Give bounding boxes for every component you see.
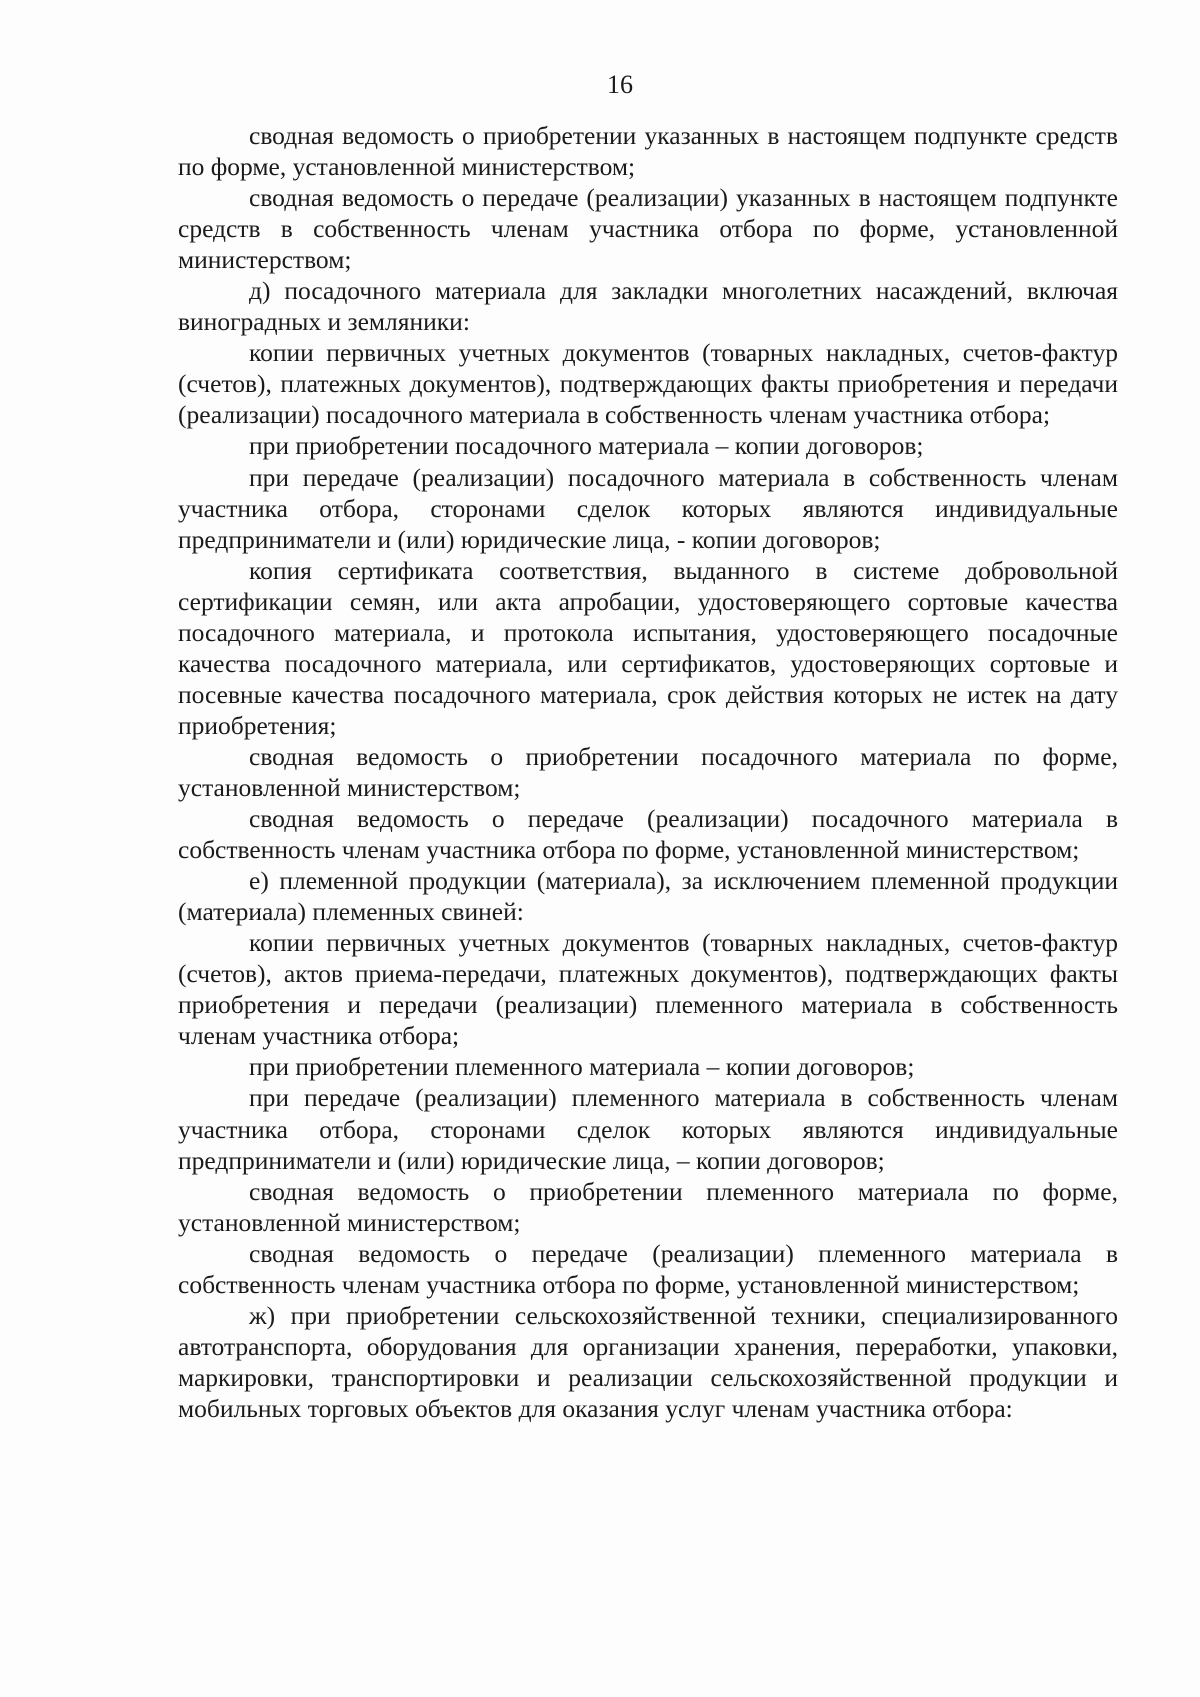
- paragraph: е) племенной продукции (материала), за исключением племенной продукции (материала) племенных свиней:: [178, 866, 1118, 927]
- paragraph: сводная ведомость о передаче (реализации) указанных в настоящем подпункте средств в собственность членам участника отбора по форме, установленной министерством;: [178, 183, 1118, 275]
- paragraph: сводная ведомость о приобретении племенного материала по форме, установленной министерством;: [178, 1176, 1118, 1237]
- paragraph: копии первичных учетных документов (товарных накладных, счетов-фактур (счетов), актов приема-передачи, платежных документов), подтверждающих факты приобретения и передачи (реализации) племенного материала в собственность членам участника отбора;: [178, 928, 1118, 1051]
- paragraph: при приобретении племенного материала – копии договоров;: [249, 1052, 915, 1082]
- paragraph: копии первичных учетных документов (товарных накладных, счетов-фактур (счетов), платежных документов), подтверждающих факты приобретения и передачи (реализации) посадочного материала в собственность членам участника отбора;: [178, 338, 1118, 430]
- paragraph: сводная ведомость о передаче (реализации) племенного материала в собственность членам участника отбора по форме, установленной министерством;: [178, 1238, 1118, 1299]
- paragraph: ж) при приобретении сельскохозяйственной техники, специализированного автотранспорта, оборудования для организации хранения, переработки, упаковки, маркировки, транспортировки и реализации сельскохозяйственной продукции и мобильных торговых объектов для оказания услуг членам участника отбора:: [178, 1300, 1118, 1423]
- paragraph: копия сертификата соответствия, выданного в системе добровольной сертификации семян, или акта апробации, удостоверяющего сортовые качества посадочного материала, и протокола испытания, удостоверяющего посадочные качества посадочного материала, или сертификатов, удостоверяющих сортовые и посевные качества посадочного материала, срок действия которых не истек на дату приобретения;: [178, 555, 1118, 740]
- paragraph: сводная ведомость о приобретении посадочного материала по форме, установленной министерством;: [178, 741, 1118, 802]
- page-number: 16: [607, 70, 633, 99]
- paragraph: при приобретении посадочного материала – копии договоров;: [249, 431, 924, 461]
- paragraph: при передаче (реализации) племенного материала в собственность членам участника отбора, сторонами сделок которых являются индивидуальные предприниматели и (или) юридические лица, – копии договоров;: [178, 1083, 1118, 1175]
- paragraph: при передаче (реализации) посадочного материала в собственность членам участника отбора, сторонами сделок которых являются индивидуальные предприниматели и (или) юридические лица, - копии договоров;: [178, 462, 1118, 554]
- document-body: [178, 120, 1118, 1424]
- paragraph: сводная ведомость о приобретении указанных в настоящем подпункте средств по форме, установленной министерством;: [178, 121, 1118, 182]
- paragraph: д) посадочного материала для закладки многолетних насаждений, включая виноградных и земляники:: [178, 276, 1118, 337]
- paragraph: сводная ведомость о передаче (реализации) посадочного материала в собственность членам участника отбора по форме, установленной министерством;: [178, 804, 1118, 865]
